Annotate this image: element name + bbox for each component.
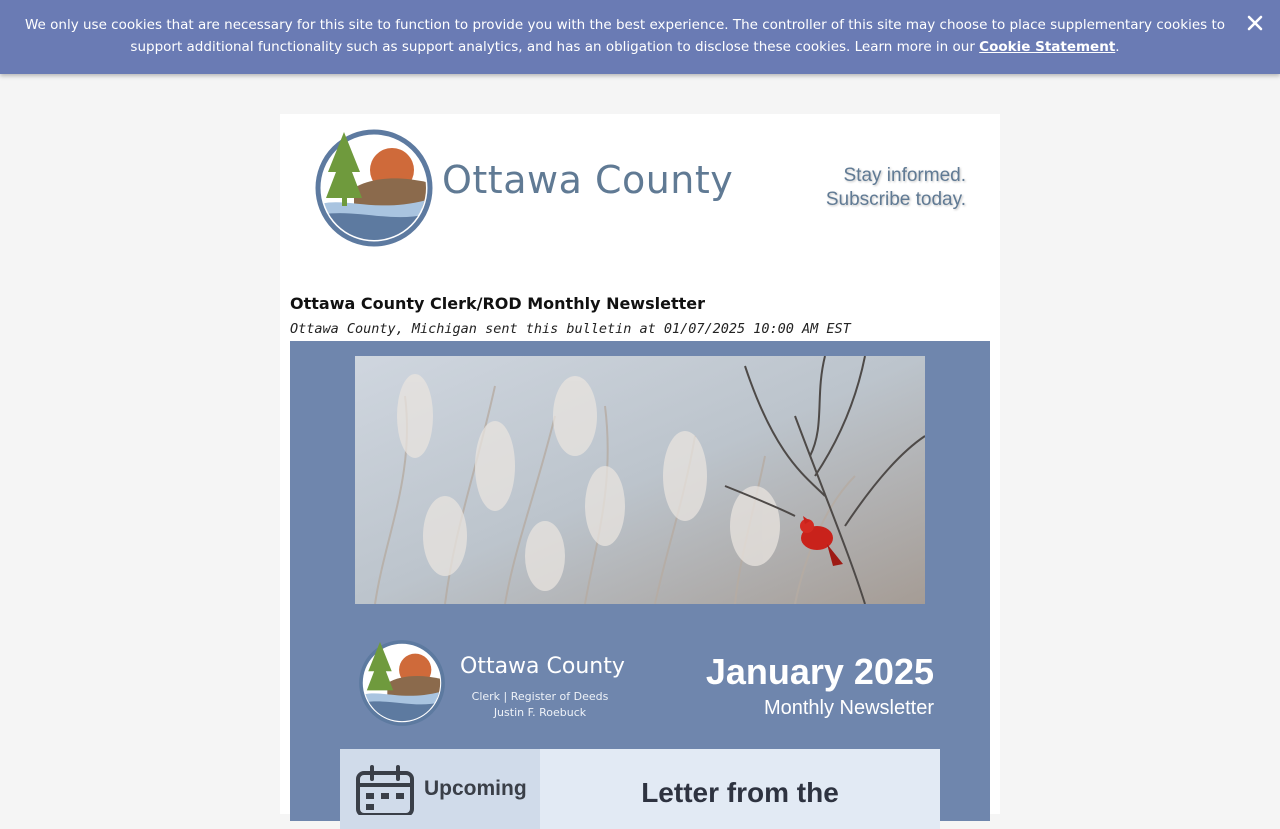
ottawa-county-logo[interactable] — [314, 128, 434, 248]
cookie-message: We only use cookies that are necessary for this site to function to provide you with the best experience. The controller of this site may choose to place supplementary cookies to support additional functionality such as support analytics, and has an obligation to disclose these cookies. Learn more in our — [24, 17, 1226, 55]
dept-line-2: Justin F. Roebuck — [493, 706, 587, 719]
upcoming-label: Upcoming — [424, 777, 527, 800]
upcoming-column — [340, 749, 540, 829]
dept-line-1: Clerk | Register of Deeds — [471, 690, 609, 703]
cookie-banner — [0, 0, 1280, 74]
bulletin-title: Ottawa County Clerk/ROD Monthly Newsletter — [290, 294, 705, 313]
cookie-trailing: . — [1115, 39, 1120, 55]
letter-heading: Letter from the — [641, 777, 839, 808]
newsletter-subtitle: Monthly Newsletter — [763, 697, 934, 719]
newsletter-department — [460, 689, 620, 721]
bulletin-page — [280, 114, 1000, 814]
hero-image — [355, 356, 925, 604]
page-header — [280, 114, 1000, 284]
newsletter-logo — [358, 639, 446, 727]
tagline-line-2: Subscribe today. — [825, 189, 966, 210]
tagline-line-1: Stay informed. — [843, 165, 966, 186]
newsletter-panel — [290, 341, 990, 821]
calendar-icon — [356, 765, 414, 815]
letter-column — [540, 749, 940, 829]
subscribe-tagline[interactable] — [826, 164, 966, 212]
newsletter-org-name: Ottawa County — [460, 654, 625, 679]
cookie-statement-link[interactable]: Cookie Statement — [979, 39, 1116, 55]
newsletter-month: January 2025 — [705, 651, 934, 692]
brand-name: Ottawa County — [442, 158, 734, 202]
close-icon[interactable] — [1244, 12, 1266, 34]
bulletin-sent-line: Ottawa County, Michigan sent this bulletin at 01/07/2025 10:00 AM EST — [290, 321, 851, 337]
